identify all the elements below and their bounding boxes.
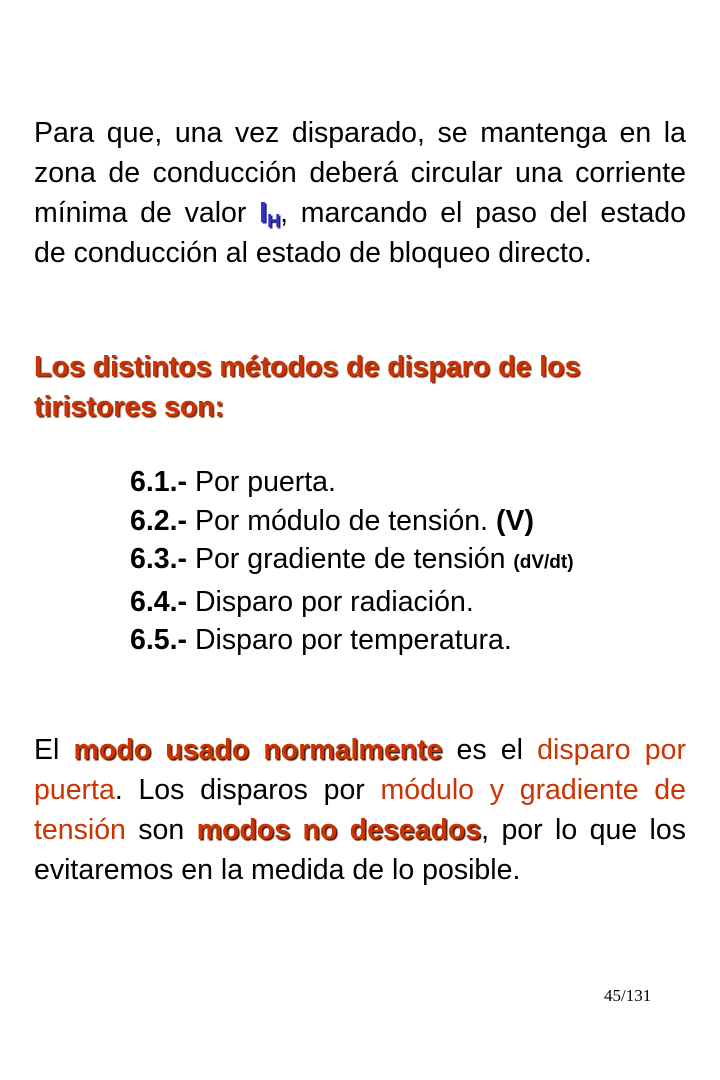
- conclusion-highlight-normal-mode: modo usado normalmente: [73, 734, 443, 766]
- conclusion-text: , por lo que los evitaremos en la medida de lo posible.: [34, 814, 686, 886]
- methods-heading: [34, 347, 686, 427]
- intro-text-end: , marcando el paso del estado de conducción al estado de bloqueo directo.: [34, 197, 687, 269]
- conclusion-highlight-voltage-modes: módulo y gradiente de tensión: [34, 774, 686, 846]
- list-item: [130, 540, 574, 583]
- methods-list: [130, 463, 574, 660]
- item-text: Por módulo de tensión.: [187, 504, 496, 537]
- conclusion-highlight-unwanted-modes: modos no deseados: [196, 814, 482, 846]
- list-item: [130, 463, 574, 502]
- conclusion-highlight-gate-trigger: disparo por puerta: [34, 734, 686, 806]
- list-item: [130, 583, 574, 622]
- item-text: Por gradiente de tensión: [187, 543, 514, 575]
- list-item: [130, 621, 574, 660]
- list-item: [130, 502, 574, 541]
- methods-heading-line1: Los distintos métodos de disparo de los: [34, 351, 581, 383]
- item-suffix: (V): [495, 504, 534, 537]
- conclusion-paragraph: [34, 730, 686, 890]
- item-number: 6.4.-: [130, 585, 188, 618]
- item-number: 6.5.-: [130, 624, 188, 656]
- conclusion-text: es el: [442, 734, 538, 766]
- methods-heading-line2: tiristores son:: [34, 391, 225, 423]
- intro-text-start: Para que, una vez disparado, se mantenga en la zona de conducción deberá circular una corriente mínima de valor: [34, 117, 686, 229]
- item-suffix: (dV/dt): [513, 552, 574, 573]
- item-text: Disparo por radiación.: [187, 585, 474, 618]
- item-number: 6.1.-: [130, 466, 188, 498]
- page-number: 45/131: [604, 986, 652, 1005]
- item-text: Disparo por temperatura.: [187, 624, 512, 656]
- holding-current-letter: I: [259, 197, 268, 229]
- holding-current-subscript: H: [267, 211, 281, 231]
- item-number: 6.3.-: [130, 543, 188, 575]
- conclusion-text: son: [125, 814, 197, 846]
- intro-paragraph: [34, 113, 686, 273]
- conclusion-text: El: [34, 734, 74, 766]
- conclusion-text: . Los disparos por: [114, 774, 381, 806]
- item-text: Por puerta.: [187, 466, 336, 498]
- item-number: 6.2.-: [130, 504, 188, 537]
- holding-current-symbol: [259, 197, 280, 229]
